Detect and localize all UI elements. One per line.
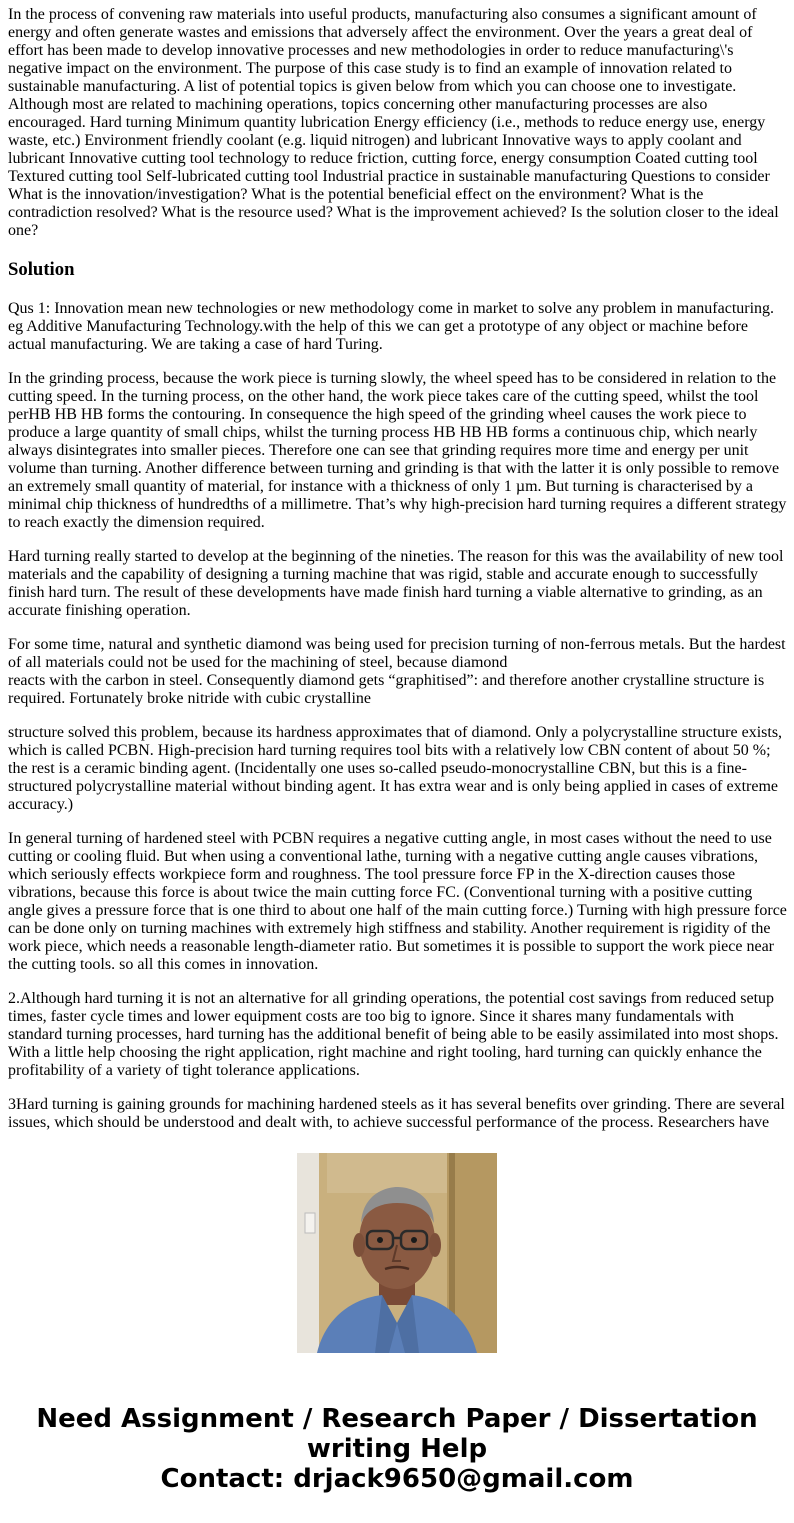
answer-paragraph-5: structure solved this problem, because its hardness approximates that of diamond. Only a polycrystalline structure exists, which is called PCBN. High-precision hard turning requires tool bits with a relatively low CBN content of about 50 %; the rest is a ceramic binding agent. (Incidentally one uses so-called pseudo-monocrystalline CBN, but this is a fine-structured polycrystalline material without binding agent. It has extra wear and is only being applied in cases of extreme accuracy.) xyxy=(8,724,783,813)
answer-paragraph-4-line-2: reacts with the carbon in steel. Consequently diamond gets “graphitised”: and therefore another crystalline structure is required. Fortunately broke nitride with cubic crystalline xyxy=(8,672,765,707)
promo-banner xyxy=(0,1404,794,1494)
promo-line-2: writing Help xyxy=(306,1434,488,1464)
answer-paragraph-4 xyxy=(8,636,787,708)
answer-paragraph-3: Hard turning really started to develop at the beginning of the nineties. The reason for this was the availability of new tool materials and the capability of designing a turning machine that was rigid, stable and accurate enough to successfully finish hard turn. The result of these developments have made finish hard turning a viable alternative to grinding, as an accurate finishing operation. xyxy=(8,548,784,619)
author-avatar xyxy=(297,1153,497,1353)
promo-line-1: Need Assignment / Research Paper / Dissertation xyxy=(36,1404,758,1434)
solution-heading: Solution xyxy=(8,259,75,280)
answer-paragraph-1: Qus 1: Innovation mean new technologies or new methodology come in market to solve any problem in manufacturing. eg Additive Manufacturing Technology.with the help of this we can get a prototype of any object or machine before actual manufacturing. We are taking a case of hard Turing. xyxy=(8,300,775,353)
answer-paragraph-7: 2.Although hard turning it is not an alternative for all grinding operations, the potential cost savings from reduced setup times, faster cycle times and lower equipment costs are too big to ignore. Since it shares many fundamentals with standard turning processes, hard turning has the additional benefit of being able to be easily assimilated into most shops. With a little help choosing the right application, right machine and right tooling, hard turning can quickly enhance the profitability of a variety of tight tolerance applications. xyxy=(8,990,779,1079)
author-photo xyxy=(297,1153,497,1353)
answer-paragraph-6: In general turning of hardened steel with PCBN requires a negative cutting angle, in most cases without the need to use cutting or cooling fluid. But when using a conventional lathe, turning with a negative cutting angle causes vibrations, which seriously effects workpiece form and roughness. The tool pressure force FP in the X-direction causes those vibrations, because this force is about twice the main cutting force FC. (Conventional turning with a positive cutting angle gives a pressure force that is one third to about one half of the main cutting force.) Turning with high pressure force can be done only on turning machines with extremely high stiffness and stability. Another requirement is rigidity of the work piece, which needs a reasonable length-diameter ratio. But sometimes it is possible to support the work piece near the cutting tools. so all this comes in innovation. xyxy=(8,830,787,973)
promo-contact-line: Contact: drjack9650@gmail.com xyxy=(160,1464,634,1494)
answer-paragraph-8: 3Hard turning is gaining grounds for machining hardened steels as it has several benefits over grinding. There are several issues, which should be understood and dealt with, to achieve successful performance of the process. Researchers have xyxy=(8,1096,785,1131)
article-body xyxy=(8,6,787,1131)
question-text: In the process of convening raw materials into useful products, manufacturing also consumes a significant amount of energy and often generate wastes and emissions that adversely affect the environment. Over the years a great deal of effort has been made to develop innovative processes and new methodologies in order to reduce manufacturing\'s negative impact on the environment. The purpose of this case study is to find an example of innovation related to sustainable manufacturing. A list of potential topics is given below from which you can choose one to investigate. Although most are related to machining operations, topics concerning other manufacturing processes are also encouraged. Hard turning Minimum quantity lubrication Energy efficiency (i.e., methods to reduce energy use, energy waste, etc.) Environment friendly coolant (e.g. liquid nitrogen) and lubricant Innovative ways to apply coolant and lubricant Innovative cutting tool technology to reduce friction, cutting force, energy consumption Coated cutting tool Textured cutting tool Self-lubricated cutting tool Industrial practice in sustainable manufacturing Questions to consider What is the innovation/investigation? What is the potential beneficial effect on the environment? What is the contradiction resolved? What is the resource used? What is the improvement achieved? Is the solution closer to the ideal one? xyxy=(8,6,779,239)
answer-paragraph-4-line-1: For some time, natural and synthetic diamond was being used for precision turning of non-ferrous metals. But the hardest of all materials could not be used for the machining of steel, because diamond xyxy=(8,636,786,671)
answer-paragraph-2: In the grinding process, because the work piece is turning slowly, the wheel speed has to be considered in relation to the cutting speed. In the turning process, on the other hand, the work piece takes care of the cutting speed, whilst the tool perHB HB HB forms the contouring. In consequence the high speed of the grinding wheel causes the work piece to produce a large quantity of small chips, whilst the turning process HB HB HB forms a continuous chip, which nearly always disintegrates into smaller pieces. Therefore one can see that grinding requires more time and energy per unit volume than turning. Another difference between turning and grinding is that with the latter it is only possible to remove an extremely small quantity of material, for instance with a thickness of only 1 µm. But turning is characterised by a minimal chip thickness of hundredths of a millimetre. That’s why high-precision hard turning requires a different strategy to reach exactly the dimension required. xyxy=(8,370,787,531)
